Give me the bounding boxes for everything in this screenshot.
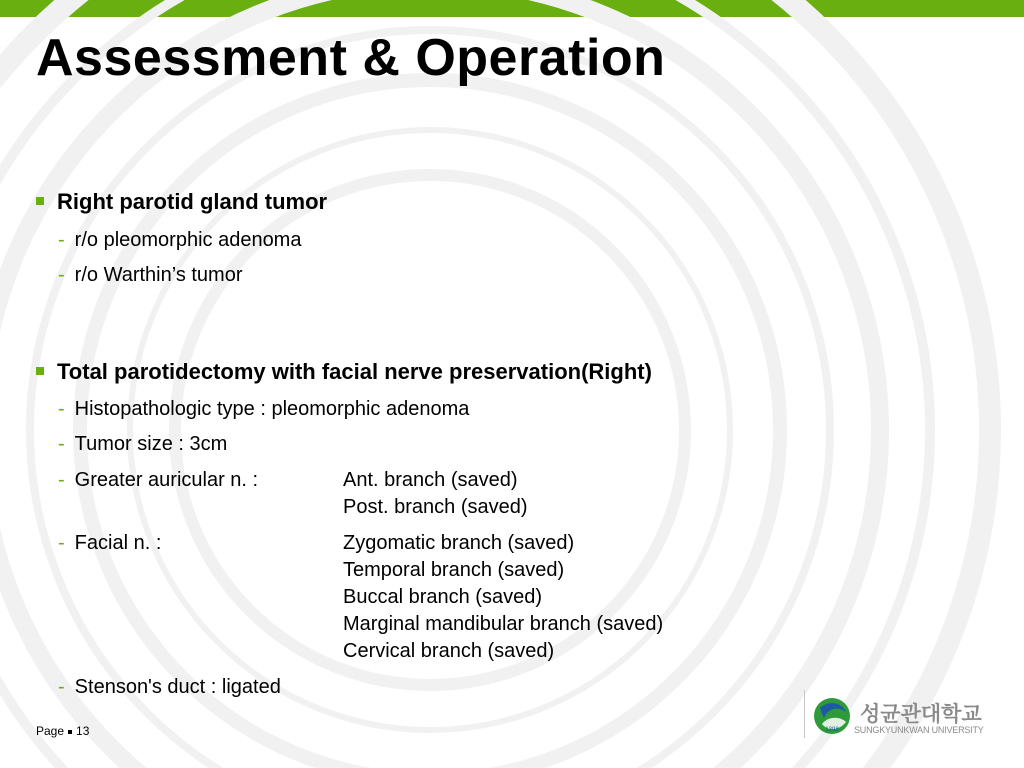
branch-value: Ant. branch (saved) <box>343 469 518 491</box>
branch-value: Marginal mandibular branch (saved) <box>343 613 664 635</box>
page-label: Page <box>36 724 65 738</box>
bullet-heading-text: Total parotidectomy with facial nerve preservation(Right) <box>57 359 652 384</box>
branch-value: Cervical branch (saved) <box>343 640 555 662</box>
bullet-heading-1 <box>36 188 327 216</box>
slide-title: Assessment & Operation <box>36 29 666 87</box>
list-item: - r/o Warthin’s tumor <box>58 264 243 286</box>
square-separator-icon <box>68 730 72 734</box>
bullet-heading-text: Right parotid gland tumor <box>57 189 328 214</box>
dash-icon: - <box>58 676 65 698</box>
greater-auricular-values <box>343 467 528 521</box>
dash-icon: - <box>58 532 65 554</box>
university-name-korean: 성균관대학교 <box>860 703 982 726</box>
list-item: - Tumor size : 3cm <box>58 433 228 455</box>
dash-icon: - <box>58 433 65 455</box>
list-item: - r/o pleomorphic adenoma <box>58 229 302 251</box>
square-bullet-icon <box>36 197 44 205</box>
logo-divider <box>804 690 805 738</box>
facial-nerve-label: - Facial n. : <box>58 532 162 554</box>
university-name-english: SUNGKYUNKWAN UNIVERSITY <box>854 725 984 735</box>
square-bullet-icon <box>36 367 44 375</box>
branch-value: Temporal branch (saved) <box>343 559 565 581</box>
dash-icon: - <box>58 264 65 286</box>
branch-value: Buccal branch (saved) <box>343 586 542 608</box>
page-footer <box>36 724 89 738</box>
list-item: - Histopathologic type : pleomorphic adenoma <box>58 398 470 420</box>
branch-value: Post. branch (saved) <box>343 496 528 518</box>
branch-value: Zygomatic branch (saved) <box>343 532 575 554</box>
dash-icon: - <box>58 398 65 420</box>
page-number: 13 <box>76 724 90 738</box>
dash-icon: - <box>58 469 65 491</box>
facial-nerve-values <box>343 530 663 665</box>
university-logo <box>812 692 1012 742</box>
dash-icon: - <box>58 229 65 251</box>
bullet-heading-2 <box>36 358 652 386</box>
greater-auricular-label: - Greater auricular n. : <box>58 469 259 491</box>
university-emblem-icon <box>812 694 852 738</box>
list-item: - Stenson's duct : ligated <box>58 676 281 698</box>
svg-text:1398: 1398 <box>825 727 839 733</box>
